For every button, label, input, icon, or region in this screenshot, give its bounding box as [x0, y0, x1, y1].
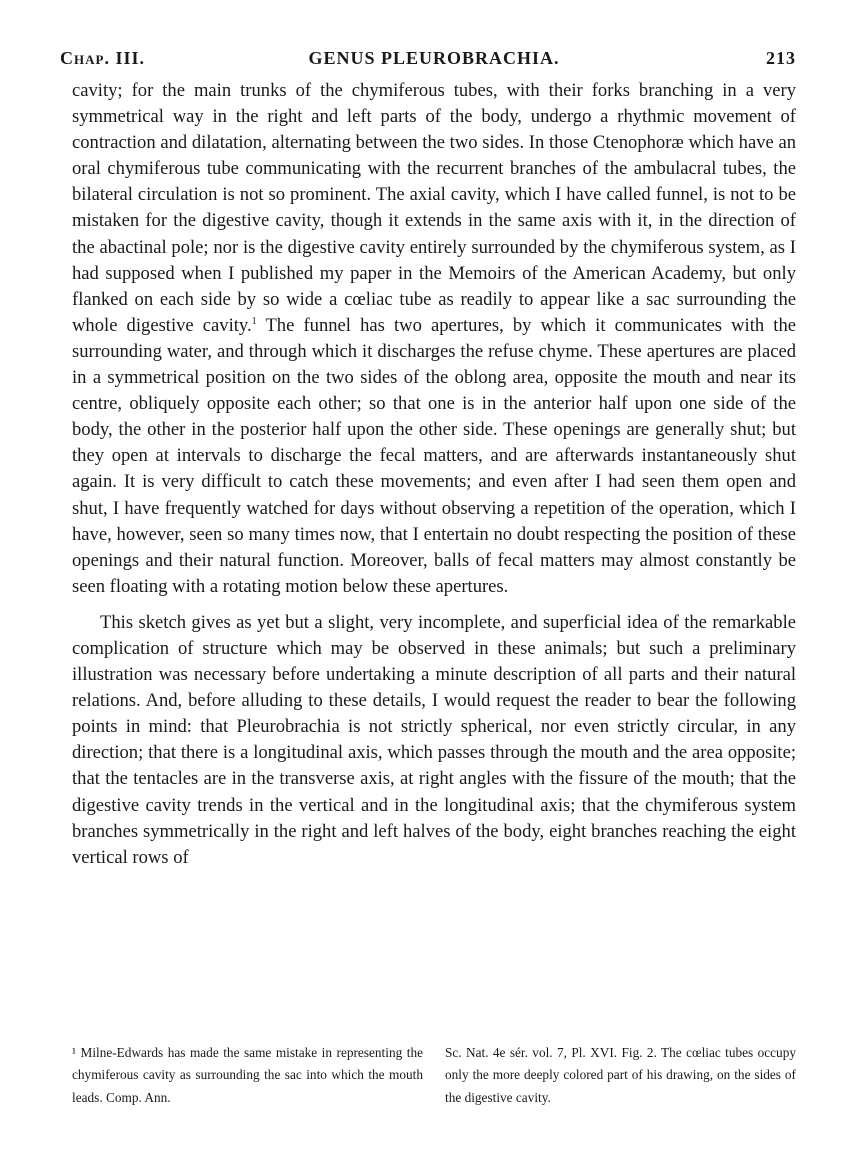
footnote-left-column: ¹ Milne-Edwards has made the same mistake in representing the chymiferous cavity as surrounding the sac into which the mouth leads. Comp. Ann.: [72, 1045, 423, 1105]
paragraph-1-continuation: The funnel has two apertures, by which it communicates with the surrounding water, and through which it discharges the refuse chyme. These apertures are placed in a symmetrical position on the two sides of the oblong area, opposite the mouth and near its centre, obliquely opposite each other; so that one is in the anterior half upon one side of the body, the other in the posterior half upon the other side. These openings are generally shut; but they open at intervals to discharge the fecal matters, and are afterwards instantaneously shut again. It is very difficult to catch these movements; and even after I had seen them open and shut, I have frequently watched for days without observing a repetition of the operation, which I have, however, seen so many times now, that I entertain no doubt respecting the position of these openings and their natural function. Moreover, balls of fecal matters may almost constantly be seen floating with a rotating motion below these apertures.: [72, 314, 796, 597]
footnote-right-column: Sc. Nat. 4e sér. vol. 7, Pl. XVI. Fig. 2. The cœliac tubes occupy only the more deeply colored part of his drawing, on the sides of the digestive cavity.: [445, 1045, 796, 1105]
chapter-label: Chap. III.: [60, 48, 145, 68]
page-heading: GENUS PLEUROBRACHIA.: [308, 48, 560, 68]
page-number: 213: [766, 48, 796, 68]
footnote-reference: 1: [251, 315, 257, 327]
body-paragraph-2: This sketch gives as yet but a slight, very incomplete, and superficial idea of the remarkable complication of structure which may be observed in these animals; but such a preliminary illustration was necessary before undertaking a minute description of all parts and their natural relations. And, before alluding to these details, I would request the reader to bear the following points in mind: that Pleurobrachia is not strictly spherical, nor even strictly circular, in any direction; that there is a longitudinal axis, which passes through the mouth and the area opposite; that the tentacles are in the transverse axis, at right angles with the fissure of the mouth; that the digestive cavity trends in the vertical and in the longitudinal axis; that the chymiferous system branches symmetrically in the right and left halves of the body, eight branches reaching the eight vertical rows of: [72, 611, 796, 868]
paragraph-1-text: cavity; for the main trunks of the chymiferous tubes, with their forks branching in a very symmetrical way in the right and left parts of the body, undergo a rhythmic movement of contraction and dilatation, alternating between the two sides. In those Ctenophoræ which have an oral chymiferous tube communicating with the recurrent branches of the ambulacral tubes, the bilateral circulation is not so prominent. The axial cavity, which I have called funnel, is not to be mistaken for the digestive cavity, though it extends in the same axis with it, in the direction of the abactinal pole; nor is the digestive cavity entirely surrounded by the chymiferous system, as I had supposed when I published my paper in the Memoirs of the American Academy, but only flanked on each side by so wide a cœliac tube as readily to appear like a sac surrounding the whole digestive cavity.: [72, 80, 796, 336]
running-header: [60, 42, 796, 78]
book-page: [60, 42, 796, 871]
body-paragraph-1: [72, 78, 796, 600]
footnote-section: [72, 1042, 796, 1109]
